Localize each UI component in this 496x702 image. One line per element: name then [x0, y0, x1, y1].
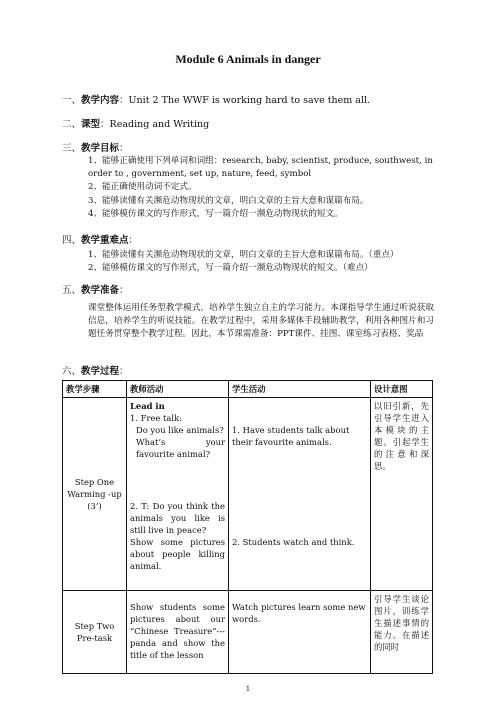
section-number: 一、	[62, 95, 82, 106]
section-content: 一、教学内容：Unit 2 The WWF is working hard to save them all.	[62, 95, 371, 106]
page-number: 1	[245, 685, 251, 693]
section-lesson-type: 二、课型：Reading and Writing	[62, 119, 210, 130]
teacher-activity-cell: Lead in 1. Free talk: Do you like animals? What’s your favourite animal? 2. T: Do you think the animals you like is still live in peace? Show some pictures about people killing animal.	[127, 398, 229, 591]
table-row	[63, 398, 433, 591]
section-preparation-heading: 五、教学准备：	[62, 285, 129, 296]
keypoints-list	[88, 249, 434, 275]
document-title: Module 6 Animals in danger	[175, 52, 321, 66]
header-intent: 设计意图	[371, 381, 433, 398]
objective-item: 3、能够读懂有关濒危动物现状的文章，明白文章的主旨大意和谋篇布局。	[88, 195, 369, 206]
table-row	[63, 591, 433, 674]
student-activity-cell: 1. Have students talk about their favourite animals. 2. Students watch and think.	[229, 398, 371, 591]
section-text: Unit 2 The WWF is working hard to save them all.	[128, 95, 371, 106]
table-header-row	[63, 381, 433, 398]
objective-item: 2、能正确使用动词不定式。	[88, 182, 197, 193]
process-table	[62, 380, 433, 674]
header-step: 教学步骤	[63, 381, 127, 398]
teacher-activity-cell: Show students some pictures about our “Chinese Treasure”--- panda and show the title of the lesson	[127, 591, 229, 674]
objectives-list	[88, 155, 434, 221]
section-label: 教学内容	[81, 95, 120, 106]
intent-cell: 以旧引新，先引导学生进入本模块的主题。引起学生的注意和深思。	[371, 398, 433, 591]
preparation-text: 课堂整体运用任务型教学模式，培养学生独立自主的学习能力。本课指导学生通过听说获取信息，培养学生的听说技能。在教学过程中，采用多媒体手段辅助教学，利用各种图片和习题任务贯穿整个教学过程。因此，本节课需准备：PPT课件、挂图、课室练习表格、奖品	[88, 303, 434, 340]
section-number: 二、	[62, 119, 82, 130]
header-teacher: 教师活动	[127, 381, 229, 398]
objective-item: 4、能够模仿课文的写作形式，写一篇介绍一濒危动物现状的短文。	[88, 208, 343, 219]
section-keypoints-heading: 四、教学重难点：	[62, 235, 139, 246]
step-cell: Step Two Pre-task	[63, 591, 127, 674]
section-text: Reading and Writing	[109, 119, 210, 130]
header-student: 学生活动	[229, 381, 371, 398]
intent-cell: 引导学生谈论图片，训练学生描述事情的能力。在描述的同时	[371, 591, 433, 674]
keypoint-item: 2、能够模仿课文的写作形式，写一篇介绍一濒危动物现状的短文。（难点）	[88, 263, 373, 274]
section-objectives-heading: 三、教学目标：	[62, 143, 129, 154]
objective-item: 1、能够正确使用下列单词和词组：research, baby, scientist, produce, southwest, in order to , government, set up, nature, feed, symbol	[88, 156, 433, 180]
student-activity-cell: Watch pictures learn some new words.	[229, 591, 371, 674]
keypoint-item: 1、能够读懂有关濒危动物现状的文章，明白文章的主旨大意和谋篇布局。（重点）	[88, 250, 399, 260]
step-cell: Step One Warming -up (3’)	[63, 398, 127, 591]
section-label: 课型	[81, 119, 101, 130]
section-process-heading: 六、教学过程：	[62, 366, 129, 377]
